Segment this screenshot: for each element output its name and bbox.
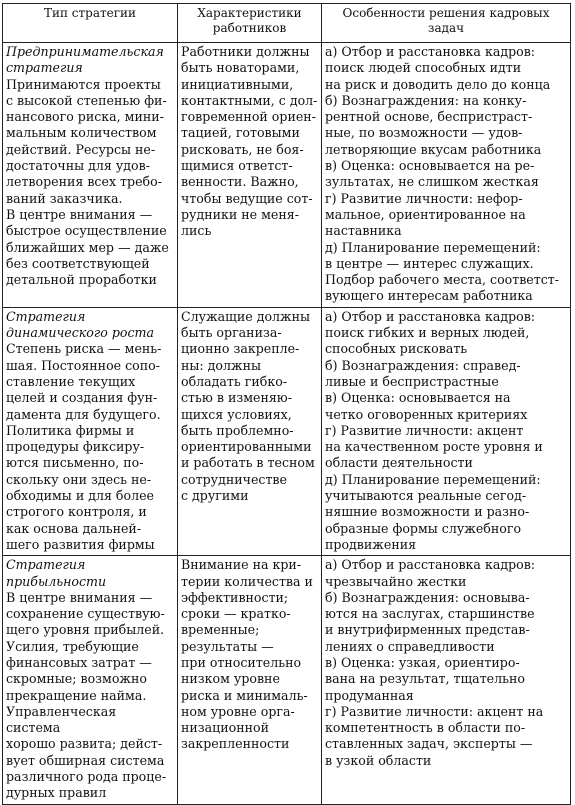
employees-text: Работники должны быть новаторами, инициативными, контактными, с дол- говременной ориен- тацией, готовыми рисковать, не боя- щимися ответст- венности. Важно, чтобы ведущие сот- рудники не меня- лись	[181, 44, 318, 239]
strategy-cell	[3, 43, 178, 308]
header-employee-characteristics: Характеристики работников	[178, 4, 322, 43]
feature-item: г) Развитие личности: акцент на компетентность в области по- ставленных задач, эксперты — в узкой области	[325, 703, 544, 768]
feature-item: г) Развитие личности: акцент на качественном росте уровня и области деятельности	[325, 422, 543, 471]
strategy-table	[2, 3, 571, 805]
table-header	[3, 4, 571, 43]
strategy-table-page	[2, 3, 570, 805]
employees-text: Служащие должны быть организа- ционно закрепле- ны: должны обладать гибко- стью в изменяю- щихся условиях, быть проблемно- ориентированными и работать в тесном сотрудничестве с другими	[181, 308, 315, 504]
feature-item: в) Оценка: основывается на ре- зультатах, не слишком жесткая	[325, 158, 539, 190]
features-cell	[322, 556, 571, 804]
strategy-cell	[3, 556, 178, 804]
strategy-cell	[3, 307, 178, 555]
strategy-description: В центре внимания — сохранение существую- щего уровня прибылей. Усилия, требующие финансовых затрат — скромные; возможно прекращение найма. Управленческая система хорошо развита; дейст- вует обширная система различного рода проце- дурных правил	[6, 589, 167, 801]
header-strategy-type: Тип стратегии	[3, 4, 178, 43]
feature-item: в) Оценка: узкая, ориентиро- вана на результат, тщательно продуманная	[325, 654, 525, 703]
feature-item: а) Отбор и расстановка кадров: чрезвычайно жестки	[325, 557, 536, 589]
employees-text: Внимание на кри- терии количества и эффективности; сроки — кратко- временные; результаты — при относительно низком уровне риска и минималь- ном уровне орга- низационной закрепленности	[181, 557, 313, 752]
features-cell	[322, 307, 571, 555]
employees-cell	[178, 307, 322, 555]
features-cell	[322, 43, 571, 308]
feature-item: а) Отбор и расстановка кадров: поиск людей способных идти на риск и доводить дело до конца	[325, 44, 551, 92]
employees-cell	[178, 43, 322, 308]
table-row-dynamic-growth	[3, 307, 571, 555]
feature-item: б) Вознаграждения: основыва- ются на заслугах, старшинстве и внутрифирменных представ- лениях о справедливости	[325, 589, 535, 654]
feature-item: б) Вознаграждения: справед- ливые и беспристрастные	[325, 357, 521, 389]
feature-item: б) Вознаграждения: на конку- рентной основе, беспристраст- ные, по возможности — удов- летворяющие вкусам работника	[325, 92, 542, 157]
table-row-profitability	[3, 556, 571, 804]
feature-item: д) Планирование перемещений: в центре — интерес служащих. Подбор рабочего места, соответст- вующего интересам работника	[325, 239, 559, 304]
feature-item: а) Отбор и расстановка кадров: поиск гибких и верных людей, способных рисковать	[325, 308, 536, 357]
header-hr-task-features: Особенности решения кадровых задач	[322, 4, 571, 43]
strategy-title: Стратегия прибыльности	[6, 557, 107, 589]
strategy-description: Принимаются проекты с высокой степенью фи- нансового риска, мини- мальным количеством действий. Ресурсы не- достаточны для удов- летворения всех требо- ваний заказчика. В центре внимания — быстрое осуществление ближайших мер — даже без соответствующей детальной проработки	[6, 76, 169, 288]
employees-cell	[178, 556, 322, 804]
feature-item: в) Оценка: основывается на четко оговоренных критериях	[325, 390, 528, 422]
feature-item: г) Развитие личности: нефор- мальное, ориентированное на наставника	[325, 190, 526, 239]
table-row-entrepreneurial	[3, 43, 571, 308]
strategy-title: Предпринимательская стратегия	[6, 44, 164, 76]
strategy-title: Стратегия динамического роста	[6, 308, 154, 341]
feature-item: д) Планирование перемещений: учитываются реальные сегод- няшние возможности и разно- образные формы служебного продвижения	[325, 471, 541, 552]
strategy-description: Степень риска — мень- шая. Постоянное сопо- ставление текущих целей и создания фун- дамента для будущего. Политика фирмы и процедуры фиксиру- ются письменно, по- скольку они здесь не- обходимы и для более строгого контроля, и как основа дальней- шего развития фирмы	[6, 341, 162, 552]
header-row	[3, 4, 571, 43]
